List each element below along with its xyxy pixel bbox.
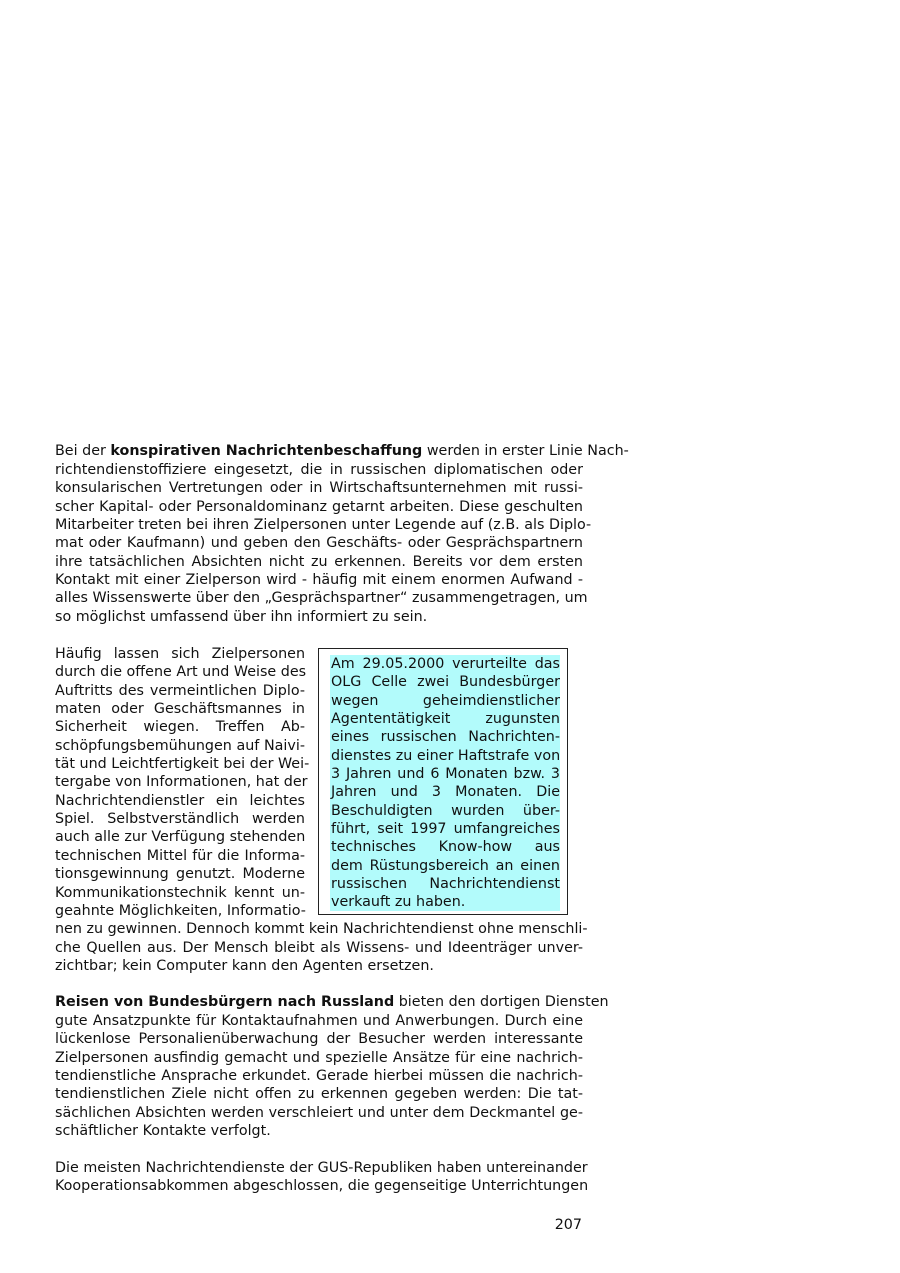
infobox-line: Agententätigkeit zugunsten bbox=[331, 711, 560, 727]
paragraph-2-column-line: tionsgewinnung genutzt. Moderne bbox=[55, 866, 305, 882]
paragraph-3-line: schäftlicher Kontakte verfolgt. bbox=[55, 1123, 271, 1139]
paragraph-1-line: so möglichst umfassend über ihn informiert zu sein. bbox=[55, 609, 428, 625]
paragraph-2-column-line: Kommunikationstechnik kennt un- bbox=[55, 885, 305, 901]
paragraph-1-line: Mitarbeiter treten bei ihren Zielpersonen unter Legende auf (z.B. als Diplo- bbox=[55, 517, 592, 533]
infobox-line: Jahren und 3 Monaten. Die bbox=[331, 784, 560, 800]
paragraph-4-line: Kooperationsabkommen abgeschlossen, die gegenseitige Unterrichtungen bbox=[55, 1178, 589, 1194]
infobox-line: Am 29.05.2000 verurteilte das bbox=[331, 656, 560, 672]
paragraph-1-line: scher Kapital- oder Personaldominanz getarnt arbeiten. Diese geschulten bbox=[55, 499, 583, 515]
infobox-line: führt, seit 1997 umfangreiches bbox=[331, 821, 560, 837]
paragraph-2-column-line: Sicherheit wiegen. Treffen Ab- bbox=[55, 719, 305, 735]
paragraph-2-column-line: tät und Leichtfertigkeit bei der Wei- bbox=[55, 756, 310, 772]
paragraph-2-column-line: geahnte Möglichkeiten, Informatio- bbox=[55, 903, 306, 919]
paragraph-2-column-line: Spiel. Selbstverständlich werden bbox=[55, 811, 305, 827]
infobox-line: dem Rüstungsbereich an einen bbox=[331, 858, 560, 874]
paragraph-3-line: Zielpersonen ausfindig gemacht und spezielle Ansätze für eine nachrich- bbox=[55, 1050, 583, 1066]
infobox-line: Beschuldigten wurden über- bbox=[331, 803, 560, 819]
infobox-line: verkauft zu haben. bbox=[331, 894, 466, 910]
paragraph-3-line: tendienstlichen Ziele nicht offen zu erkennen gegeben werden: Die tat- bbox=[55, 1086, 583, 1102]
paragraph-4-line: Die meisten Nachrichtendienste der GUS-Republiken haben untereinander bbox=[55, 1160, 588, 1176]
paragraph-2-column-line: technischen Mittel für die Informa- bbox=[55, 848, 305, 864]
paragraph-2-column-line: auch alle zur Verfügung stehenden bbox=[55, 829, 306, 845]
paragraph-3-line-1: Reisen von Bundesbürgern nach Russland bieten den dortigen Diensten bbox=[55, 994, 609, 1010]
paragraph-2-column-line: maten oder Geschäftsmannes in bbox=[55, 701, 305, 717]
paragraph-1-line: Kontakt mit einer Zielperson wird - häufig mit einem enormen Aufwand - bbox=[55, 572, 583, 588]
infobox-line: russischen Nachrichtendienst bbox=[331, 876, 560, 892]
paragraph-1-line: alles Wissenswerte über den „Gesprächspartner“ zusammengetragen, um bbox=[55, 590, 588, 606]
paragraph-1-line: mat oder Kaufmann) und geben den Geschäfts- oder Gesprächspartnern bbox=[55, 535, 583, 551]
paragraph-2-line: che Quellen aus. Der Mensch bleibt als Wissens- und Ideenträger unver- bbox=[55, 940, 583, 956]
paragraph-2-column-line: durch die offene Art und Weise des bbox=[55, 664, 307, 680]
infobox-line: technisches Know-how aus bbox=[331, 839, 560, 855]
bold-term-reisen-nach-russland: Reisen von Bundesbürgern nach Russland bbox=[55, 994, 395, 1010]
paragraph-2-column-line: Nachrichtendienstler ein leichtes bbox=[55, 793, 305, 809]
paragraph-2-line: zichtbar; kein Computer kann den Agenten ersetzen. bbox=[55, 958, 434, 974]
paragraph-3-line: lückenlose Personalienüberwachung der Besucher werden interessante bbox=[55, 1031, 583, 1047]
infobox-line: wegen geheimdienstlicher bbox=[331, 693, 560, 709]
page-number: 207 bbox=[554, 1217, 582, 1233]
paragraph-3-line: tendienstliche Ansprache erkundet. Gerade hierbei müssen die nachrich- bbox=[55, 1068, 583, 1084]
infobox-line: dienstes zu einer Haftstrafe von bbox=[331, 748, 561, 764]
paragraph-2-column-line: schöpfungsbemühungen auf Naivi- bbox=[55, 738, 305, 754]
bold-term-konspirative-beschaffung: konspirativen Nachrichtenbeschaffung bbox=[110, 443, 423, 459]
paragraph-2-column-line: Häufig lassen sich Zielpersonen bbox=[55, 646, 305, 662]
paragraph-1-line: konsularischen Vertretungen oder in Wirtschaftsunternehmen mit russi- bbox=[55, 480, 583, 496]
paragraph-1-line-1: Bei der konspirativen Nachrichtenbeschaffung werden in erster Linie Nach- bbox=[55, 443, 629, 459]
infobox-line: OLG Celle zwei Bundesbürger bbox=[331, 674, 560, 690]
paragraph-3-line: gute Ansatzpunkte für Kontaktaufnahmen und Anwerbungen. Durch eine bbox=[55, 1013, 583, 1029]
paragraph-3-line: sächlichen Absichten werden verschleiert und unter dem Deckmantel ge- bbox=[55, 1105, 583, 1121]
paragraph-2-line: nen zu gewinnen. Dennoch kommt kein Nachrichtendienst ohne menschli- bbox=[55, 921, 588, 937]
paragraph-2-column-line: Auftritts des vermeintlichen Diplo- bbox=[55, 683, 305, 699]
paragraph-1-line: ihre tatsächlichen Absichten nicht zu erkennen. Bereits vor dem ersten bbox=[55, 554, 583, 570]
paragraph-2-column-line: tergabe von Informationen, hat der bbox=[55, 774, 308, 790]
infobox-line: eines russischen Nachrichten- bbox=[331, 729, 560, 745]
infobox-line: 3 Jahren und 6 Monaten bzw. 3 bbox=[331, 766, 560, 782]
paragraph-1-line: richtendienstoffiziere eingesetzt, die in russischen diplomatischen oder bbox=[55, 462, 583, 478]
